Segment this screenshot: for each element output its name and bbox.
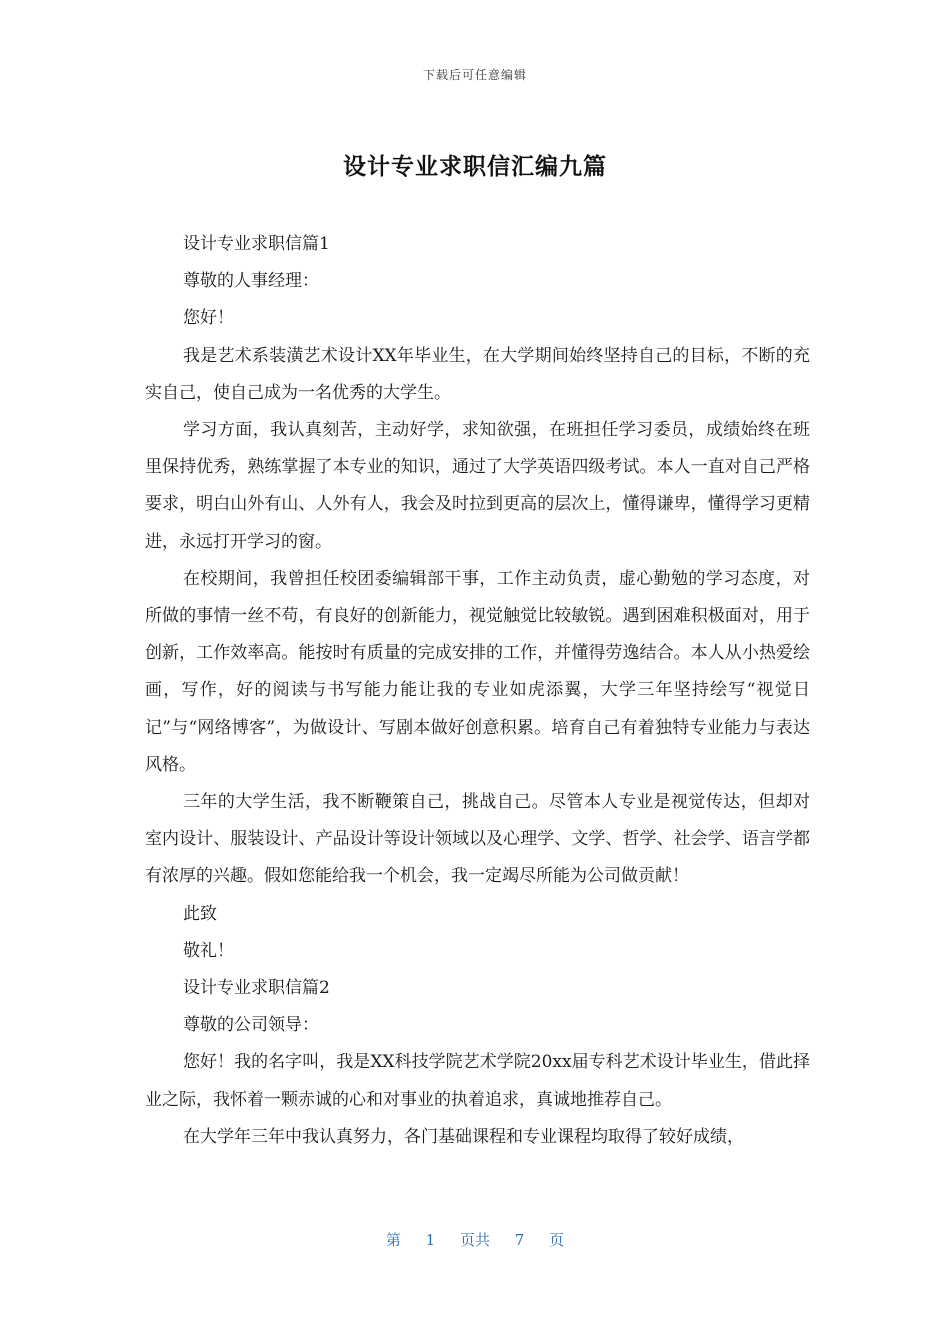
section-heading: 设计专业求职信篇1 <box>183 234 330 254</box>
footer-middle: 页共 <box>459 1231 490 1249</box>
body-paragraph: 您好！我的名字叫，我是XX科技学院艺术学院20xx届专科艺术设计毕业生，借此择业之际，我怀着一颗赤诚的心和对事业的执着追求，真诚地推荐自己。 <box>145 1052 810 1110</box>
footer-suffix: 页 <box>549 1231 565 1249</box>
footer-prefix: 第 <box>385 1231 401 1249</box>
salutation: 尊敬的公司领导： <box>183 1015 319 1036</box>
document-title: 设计专业求职信汇编九篇 <box>343 154 607 180</box>
page-number: 1 <box>425 1231 436 1249</box>
document-body <box>145 226 810 1156</box>
page-footer <box>0 1229 950 1250</box>
body-paragraph: 在大学年三年中我认真努力，各门基础课程和专业课程均取得了较好成绩， <box>183 1126 744 1147</box>
body-paragraph: 三年的大学生活，我不断鞭策自己，挑战自己。尽管本人专业是视觉传达，但却对室内设计、服装设计、产品设计等设计领域以及心理学、文学、哲学、社会学、语言学都有浓厚的兴趣。假如您能给我一个机会，我一定竭尽所能为公司做贡献！ <box>145 792 810 887</box>
greeting: 您好！ <box>183 308 234 329</box>
header-note: 下载后可任意编辑 <box>422 68 527 82</box>
body-paragraph: 我是艺术系装潢艺术设计XX年毕业生，在大学期间始终坚持自己的目标，不断的充实自己，使自己成为一名优秀的大学生。 <box>145 345 810 403</box>
body-paragraph: 学习方面，我认真刻苦，主动好学，求知欲强，在班担任学习委员，成绩始终在班里保持优秀，熟练掌握了本专业的知识，通过了大学英语四级考试。本人一直对自己严格要求，明白山外有山、人外有人，我会及时拉到更高的层次上，懂得谦卑，懂得学习更精进，永远打开学习的窗。 <box>145 420 810 552</box>
closing: 敬礼！ <box>183 940 234 961</box>
body-paragraph: 在校期间，我曾担任校团委编辑部干事，工作主动负责，虚心勤勉的学习态度，对所做的事情一丝不苟，有良好的创新能力，视觉触觉比较敏锐。遇到困难积极面对，用于创新，工作效率高。能按时有质量的完成安排的工作，并懂得劳逸结合。本人从小热爱绘画，写作，好的阅读与书写能力能让我的专业如虎添翼，大学三年坚持绘写“视觉日记”与“网络博客”，为做设计、写剧本做好创意积累。培育自己有着独特专业能力与表达风格。 <box>145 568 810 775</box>
page-total: 7 <box>514 1231 525 1249</box>
section-heading: 设计专业求职信篇2 <box>183 978 330 999</box>
closing: 此致 <box>183 903 217 924</box>
salutation: 尊敬的人事经理： <box>183 271 319 292</box>
